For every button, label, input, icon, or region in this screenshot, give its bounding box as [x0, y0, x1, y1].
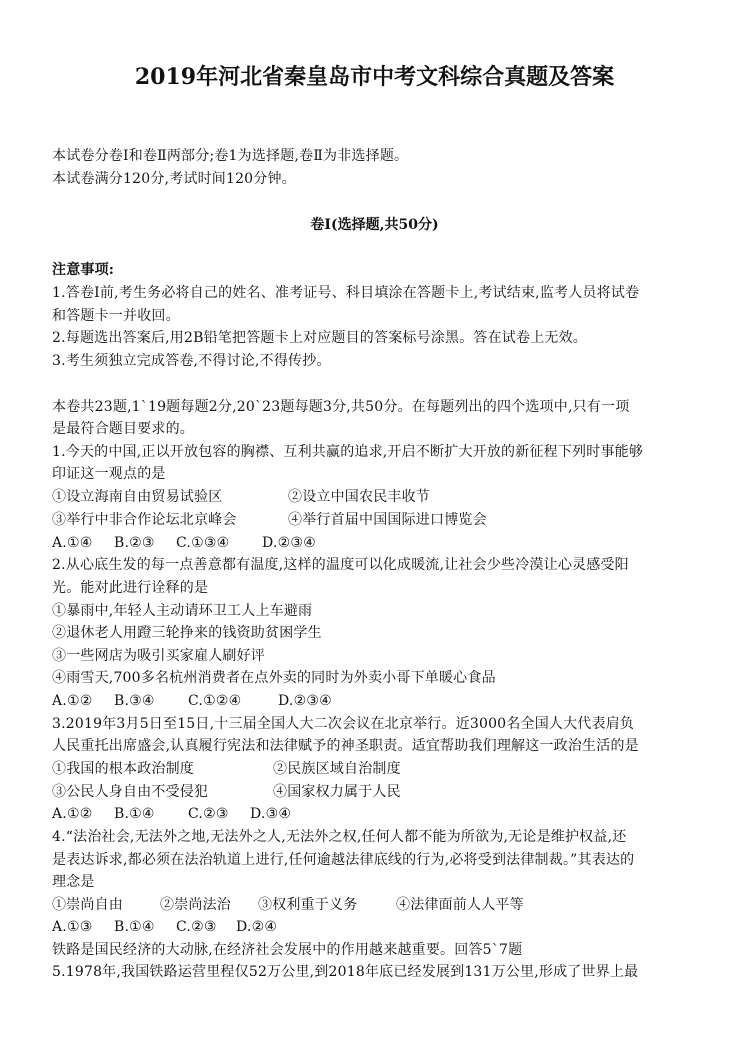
q1-choice: B.②③	[114, 535, 155, 551]
q1-choice: D.②③④	[262, 535, 316, 551]
q3-items-row-1	[52, 758, 702, 780]
q2-choice: A.①②	[52, 693, 93, 709]
q4-item: ①崇尚自由	[52, 897, 123, 913]
notice-line-4: 3.考生须独立完成答卷,不得讨论,不得传抄。	[52, 353, 331, 369]
q1-choice: C.①③④	[176, 535, 230, 551]
q3-item: ①我国的根本政治制度	[52, 761, 194, 777]
q4-item: ③权利重于义务	[258, 897, 358, 913]
q1-stem-line-2: 印证这一观点的是	[52, 466, 166, 482]
q3-choice: D.③④	[250, 806, 292, 822]
q5-stem-line-1: 5.1978年,我国铁路运营里程仅52万公里,到2018年底已经发展到131万公里,形成了世界上最	[52, 964, 639, 980]
intro-line-2: 本试卷满分120分,考试时间120分钟。	[52, 171, 296, 187]
q4-choice: B.①④	[114, 919, 155, 935]
q3-choice: B.①④	[114, 806, 155, 822]
q3-stem-line-1: 3.2019年3月5日至15日,十三届全国人大二次会议在北京举行。近3000名全国人大代表肩负	[52, 716, 635, 732]
q1-items-row-2	[52, 509, 702, 531]
q1-choice: A.①④	[52, 535, 93, 551]
notice-line-2: 和答题卡一并收回。	[52, 308, 180, 324]
q4-stem-line-2: 是表达诉求,都必须在法治轨道上进行,任何逾越法律底线的行为,必将受到法律制裁。”其表达的	[52, 852, 635, 868]
q1-item: ④举行首届中国国际进口博览会	[288, 512, 487, 528]
q1-choices	[52, 532, 702, 554]
intro-line-1: 本试卷分卷Ⅰ和卷Ⅱ两部分;卷1为选择题,卷Ⅱ为非选择题。	[52, 148, 409, 164]
q2-choice: C.①②④	[188, 693, 242, 709]
q2-item: ④雨雪天,700多名杭州消费者在点外卖的同时为外卖小哥下单暖心食品	[52, 670, 496, 686]
q4-item: ②崇尚法治	[160, 897, 231, 913]
notice-line-1: 1.答卷Ⅰ前,考生务必将自己的姓名、准考证号、科目填涂在答题卡上,考试结束,监考人员将试卷	[52, 285, 640, 301]
q4-stem-line-1: 4.“法治社会,无法外之地,无法外之人,无法外之权,任何人都不能为所欲为,无论是维护权益,还	[52, 829, 627, 845]
q2-choice: D.②③④	[278, 693, 332, 709]
q3-item: ④国家权力属于人民	[273, 784, 401, 800]
q2-item: ①暴雨中,年轻人主动请环卫工人上车避雨	[52, 603, 313, 619]
q2-item: ③一些网店为吸引买家雇人刷好评	[52, 648, 265, 664]
q1-items-row-1	[52, 486, 702, 508]
lead-questions-5-7: 铁路是国民经济的大动脉,在经济社会发展中的作用越来越重要。回答5`7题	[52, 942, 523, 958]
q3-item: ③公民人身自由不受侵犯	[52, 784, 209, 800]
section-title: 卷Ⅰ(选择题,共50分)	[310, 217, 439, 233]
q3-choice: A.①②	[52, 806, 93, 822]
instructions-line-1: 本卷共23题,1`19题每题2分,20`23题每题3分,共50分。在每题列出的四个选项中,只有一项	[52, 399, 630, 415]
q1-item: ③举行中非合作论坛北京峰会	[52, 512, 237, 528]
q2-choice: B.③④	[114, 693, 155, 709]
q1-item: ①设立海南自由贸易试验区	[52, 489, 223, 505]
q3-choice: C.②③	[188, 806, 229, 822]
q3-items-row-2	[52, 781, 702, 803]
q2-stem-line-1: 2.从心底生发的每一点善意都有温度,这样的温度可以化成暖流,让社会少些冷漠让心灵感受阳	[52, 557, 629, 573]
q4-item: ④法律面前人人平等	[396, 897, 524, 913]
q2-choices	[52, 690, 702, 712]
q3-choices	[52, 803, 702, 825]
instructions-line-2: 是最符合题目要求的。	[52, 421, 194, 437]
q4-stem-line-3: 理念是	[52, 874, 95, 890]
q4-items-row	[52, 894, 702, 916]
q1-item: ②设立中国农民丰收节	[288, 489, 430, 505]
q3-stem-line-2: 人民重托出席盛会,认真履行宪法和法律赋予的神圣职责。适宜帮助我们理解这一政治生活的是	[52, 738, 639, 754]
q4-choice: C.②③	[176, 919, 217, 935]
q4-choices	[52, 916, 702, 938]
q4-choice: A.①③	[52, 919, 93, 935]
q2-item: ②退休老人用蹬三轮挣来的钱资助贫困学生	[52, 625, 322, 641]
q1-stem-line-1: 1.今天的中国,正以开放包容的胸襟、互利共赢的追求,开启不断扩大开放的新征程下列时事能够	[52, 444, 644, 460]
q2-stem-line-2: 光。能对此进行诠释的是	[52, 580, 209, 596]
notice-line-3: 2.每题选出答案后,用2B铅笔把答题卡上对应题目的答案标号涂黑。答在试卷上无效。	[52, 330, 588, 346]
q3-item: ②民族区域自治制度	[273, 761, 401, 777]
document-title: 2019年河北省秦皇岛市中考文科综合真题及答案	[134, 64, 615, 90]
notice-heading: 注意事项:	[52, 262, 115, 278]
q4-choice: D.②④	[236, 919, 278, 935]
